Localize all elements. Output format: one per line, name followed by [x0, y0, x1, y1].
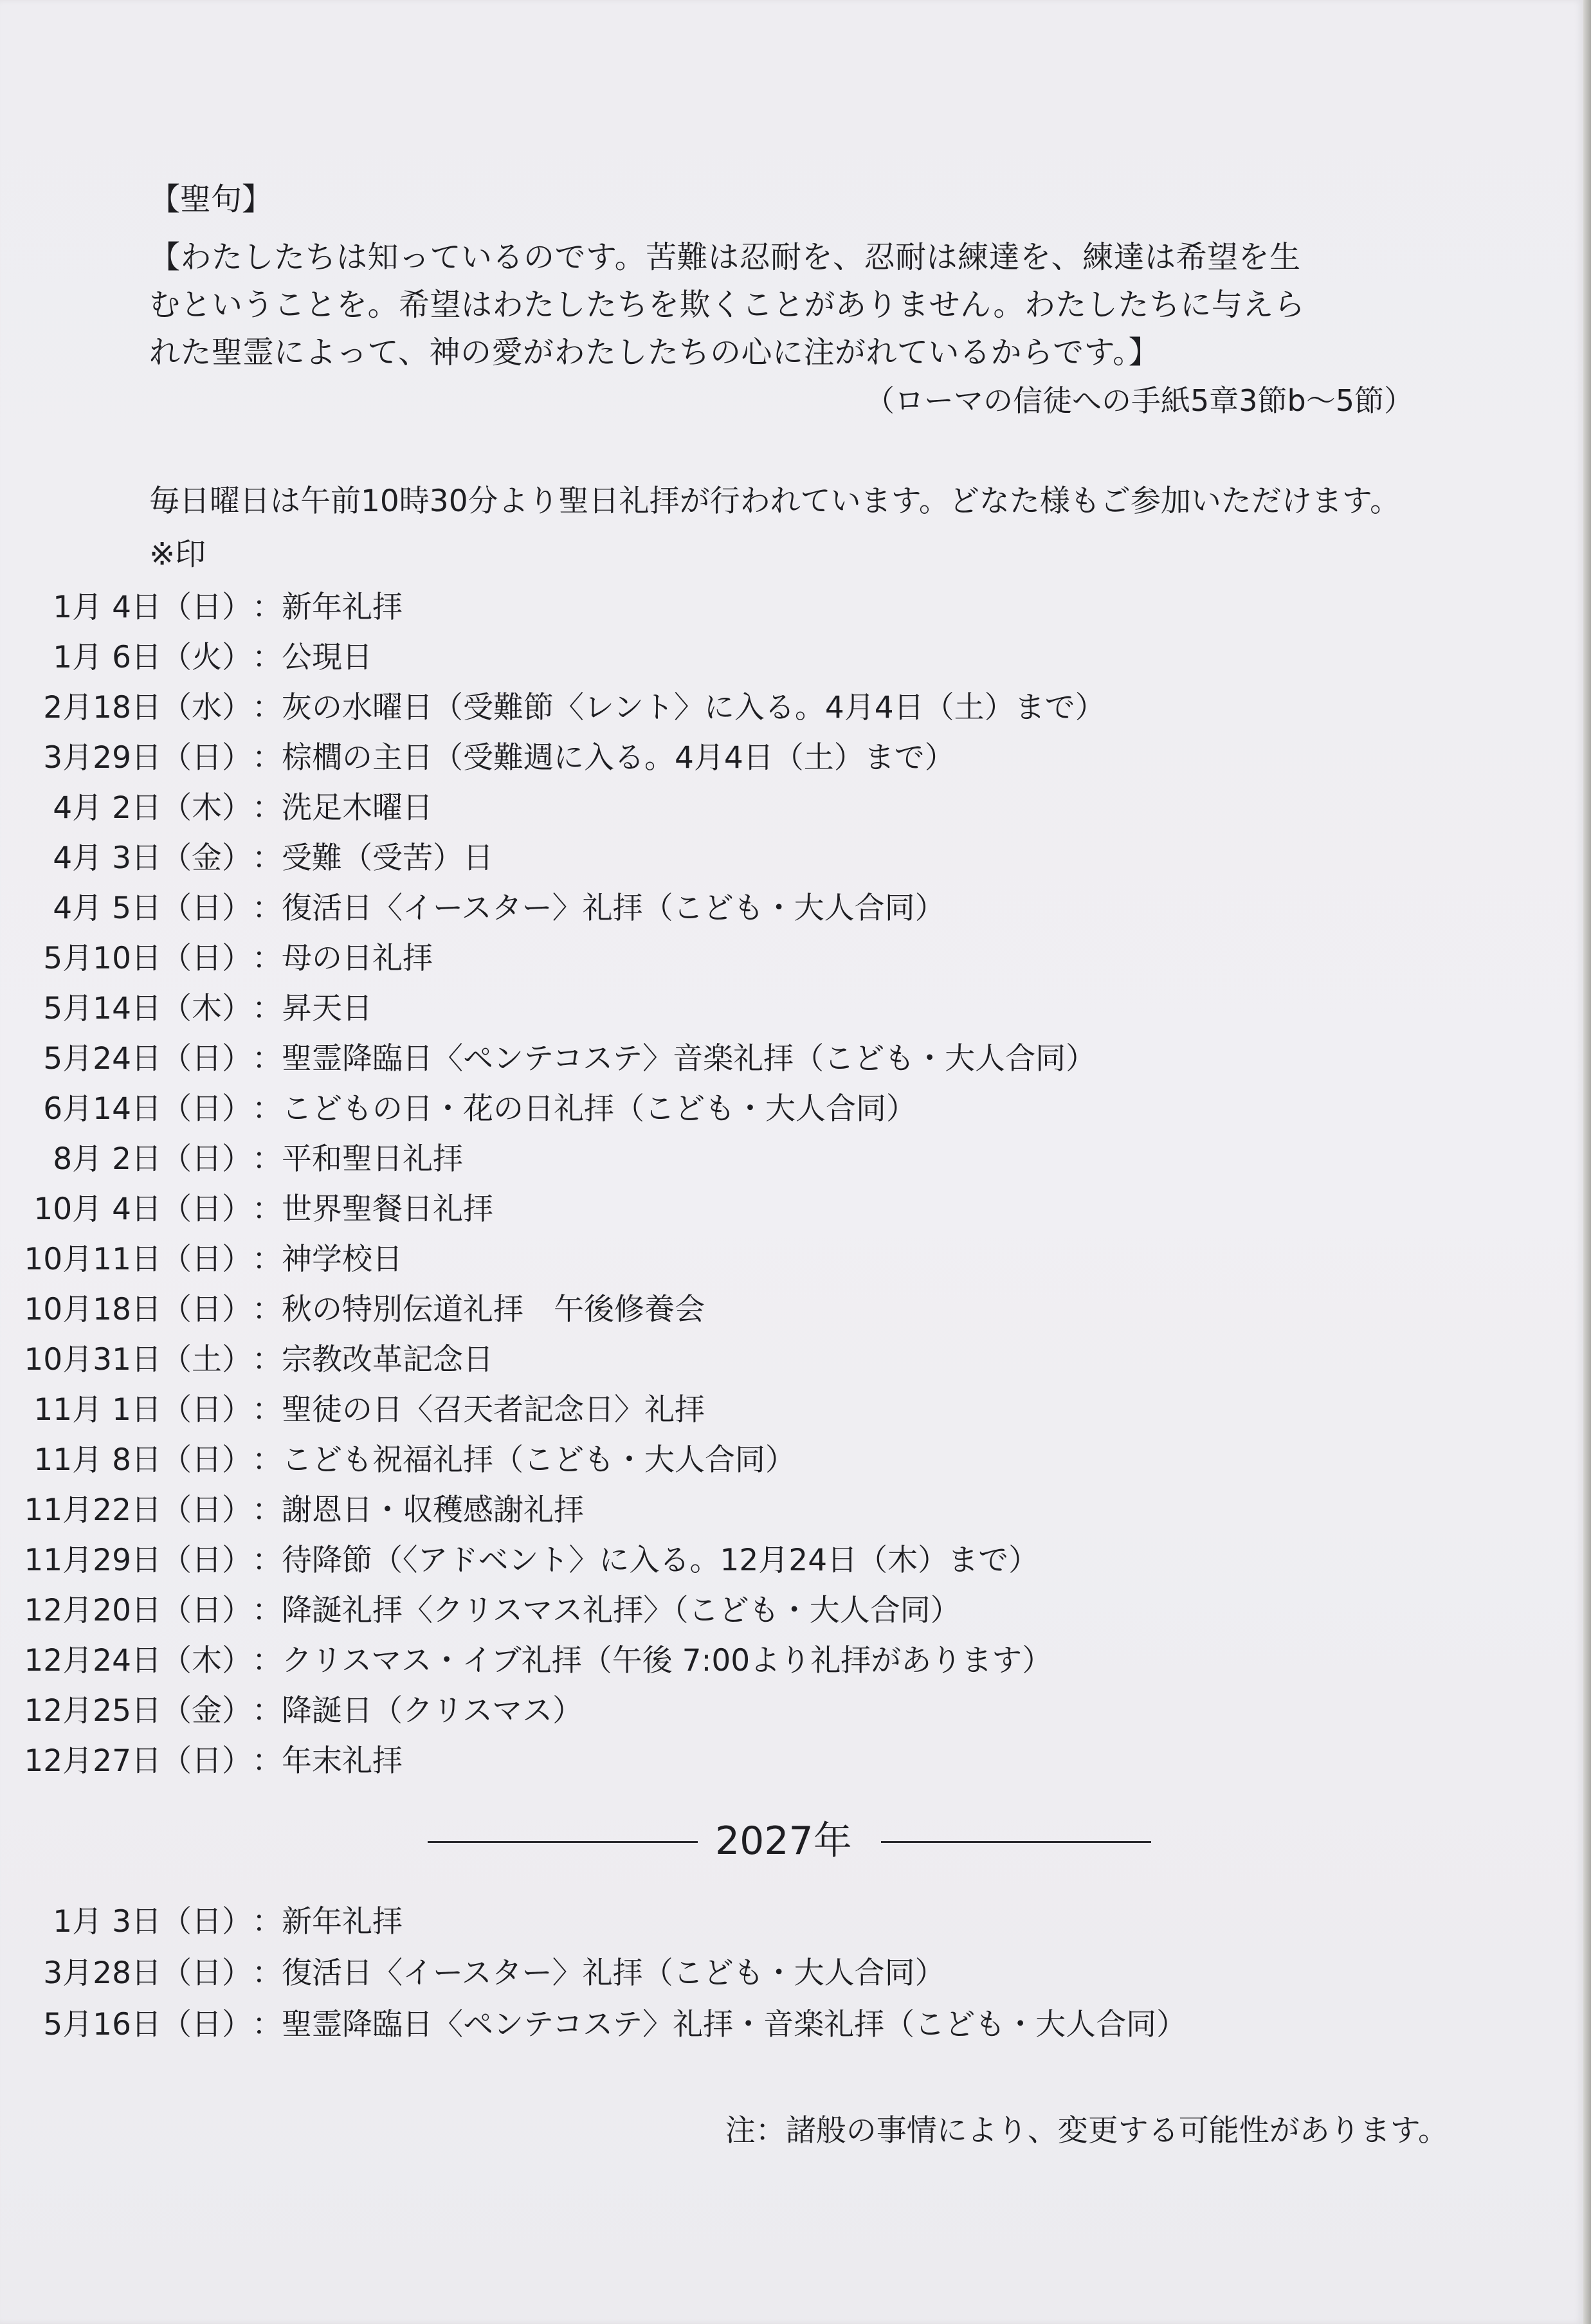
schedule-separator: ： [252, 740, 282, 776]
schedule-separator: ： [252, 1542, 282, 1578]
schedule-row [0, 1488, 584, 1527]
schedule-row [0, 1438, 796, 1476]
schedule-event: 受難（受苦）日 [282, 840, 493, 876]
schedule-date: 3月29日（日） [43, 740, 252, 776]
schedule-event: 待降節（〈アドベント〉に入る。12月24日（木）まで） [282, 1542, 1039, 1578]
schedule-event: クリスマス・イブ礼拝（午後 7:00より礼拝があります） [282, 1642, 1053, 1678]
schedule-event: こどもの日・花の日礼拝（こども・大人合同） [282, 1091, 916, 1127]
schedule-date: 5月16日（日） [43, 2006, 252, 2042]
schedule-date: 12月25日（金） [24, 1693, 252, 1729]
schedule-row [0, 1037, 1096, 1075]
schedule-row [0, 736, 955, 774]
schedule-event: 聖霊降臨日〈ペンテコステ〉音楽礼拝（こども・大人合同） [282, 1040, 1096, 1076]
schedule-date: 8月 2日（日） [53, 1141, 252, 1177]
schedule-event: 復活日〈イースター〉礼拝（こども・大人合同） [282, 890, 945, 926]
schedule-date: 1月 3日（日） [53, 1903, 252, 1939]
schedule-separator: ： [252, 1291, 282, 1327]
schedule-event: 洗足木曜日 [282, 790, 433, 826]
divider-left [428, 1841, 698, 1843]
schedule-separator: ： [252, 639, 282, 675]
schedule-date: 10月11日（日） [24, 1241, 252, 1277]
schedule-date: 12月27日（日） [24, 1743, 252, 1779]
schedule-date: 4月 5日（日） [53, 890, 252, 926]
schedule-row [0, 1639, 1052, 1677]
schedule-row [0, 1137, 463, 1176]
schedule-separator: ： [252, 990, 282, 1026]
schedule-date: 10月 4日（日） [33, 1191, 252, 1227]
schedule-row [0, 886, 945, 925]
divider-right [881, 1841, 1151, 1843]
scripture-heading: 【聖句】 [149, 181, 273, 217]
verse-reference: （ローマの信徒への手紙5章3節b～5節） [865, 383, 1414, 418]
schedule-event: こども祝福礼拝（こども・大人合同） [282, 1442, 796, 1478]
schedule-row [0, 1951, 945, 1990]
paper-edge [1583, 0, 1591, 2324]
schedule-row [0, 786, 433, 824]
schedule-separator: ： [252, 1392, 282, 1428]
schedule-row [0, 836, 493, 875]
year-heading: 2027年 [715, 1819, 852, 1864]
schedule-separator: ： [252, 1743, 282, 1779]
worship-intro: 毎日曜日は午前10時30分より聖日礼拝が行われています。どなた様もご参加いただけます。 [149, 484, 1401, 519]
schedule-event: 新年礼拝 [282, 1903, 403, 1939]
schedule-separator: ： [252, 840, 282, 876]
schedule-event: 聖徒の日〈召天者記念日〉礼拝 [282, 1392, 705, 1428]
schedule-row [0, 1388, 705, 1426]
schedule-separator: ： [252, 1693, 282, 1729]
schedule-row [0, 1900, 403, 1938]
schedule-date: 2月18日（水） [43, 689, 252, 725]
schedule-separator: ： [252, 689, 282, 725]
schedule-date: 11月 1日（日） [33, 1392, 252, 1428]
schedule-row [0, 1187, 493, 1226]
schedule-row [0, 986, 372, 1025]
schedule-event: 降誕礼拝〈クリスマス礼拝〉（こども・大人合同） [282, 1592, 961, 1628]
schedule-date: 12月20日（日） [24, 1592, 252, 1628]
schedule-event: 秋の特別伝道礼拝 午後修養会 [282, 1291, 705, 1327]
schedule-separator: ： [252, 1592, 282, 1628]
schedule-row [0, 1689, 583, 1727]
schedule-date: 5月24日（日） [43, 1040, 252, 1076]
schedule-date: 10月18日（日） [24, 1291, 252, 1327]
schedule-separator: ： [252, 1442, 282, 1478]
schedule-date: 11月29日（日） [24, 1542, 252, 1578]
schedule-row [0, 1739, 403, 1777]
schedule-separator: ： [252, 1955, 282, 1991]
schedule-row [0, 1087, 916, 1125]
verse-line-3: れた聖霊によって、神の愛がわたしたちの心に注がれているからです。】 [149, 334, 1160, 370]
schedule-row [0, 1338, 493, 1376]
schedule-row [0, 685, 1105, 724]
schedule-date: 6月14日（日） [43, 1091, 252, 1127]
schedule-event: 棕櫚の主日（受難週に入る。4月4日（土）まで） [282, 740, 955, 776]
schedule-separator: ： [252, 1091, 282, 1127]
schedule-date: 4月 2日（木） [53, 790, 252, 826]
schedule-separator: ： [252, 1492, 282, 1528]
schedule-event: 新年礼拝 [282, 589, 403, 625]
schedule-separator: ： [252, 1341, 282, 1377]
schedule-date: 5月10日（日） [43, 940, 252, 976]
schedule-row [0, 1287, 705, 1326]
schedule-separator: ： [252, 1241, 282, 1277]
schedule-date: 3月28日（日） [43, 1955, 252, 1991]
schedule-separator: ： [252, 1191, 282, 1227]
change-notice: 注：諸般の事情により、変更する可能性があります。 [725, 2113, 1448, 2148]
schedule-separator: ： [252, 1642, 282, 1678]
schedule-separator: ： [252, 1040, 282, 1076]
schedule-separator: ： [252, 940, 282, 976]
schedule-separator: ： [252, 2006, 282, 2042]
schedule-event: 神学校日 [282, 1241, 403, 1277]
schedule-event: 謝恩日・収穫感謝礼拝 [282, 1492, 584, 1528]
schedule-separator: ： [252, 1903, 282, 1939]
schedule-event: 公現日 [282, 639, 372, 675]
schedule-event: 年末礼拝 [282, 1743, 403, 1779]
schedule-date: 1月 6日（火） [53, 639, 252, 675]
schedule-event: 聖霊降臨日〈ペンテコステ〉礼拝・音楽礼拝（こども・大人合同） [282, 2006, 1187, 2042]
schedule-separator: ： [252, 1141, 282, 1177]
schedule-event: 平和聖日礼拝 [282, 1141, 463, 1177]
schedule-date: 10月31日（土） [24, 1341, 252, 1377]
schedule-separator: ： [252, 790, 282, 826]
schedule-event: 宗教改革記念日 [282, 1341, 493, 1377]
verse-line-2: むということを。希望はわたしたちを欺くことがありません。わたしたちに与えら [149, 287, 1305, 323]
mark-note: ※印 [149, 536, 206, 572]
schedule-row [0, 936, 433, 975]
schedule-date: 11月 8日（日） [33, 1442, 252, 1478]
schedule-separator: ： [252, 890, 282, 926]
verse-line-1: 【わたしたちは知っているのです。苦難は忍耐を、忍耐は練達を、練達は希望を生 [149, 239, 1301, 275]
schedule-row [0, 2002, 1186, 2041]
schedule-date: 1月 4日（日） [53, 589, 252, 625]
schedule-row [0, 1538, 1039, 1577]
schedule-separator: ： [252, 589, 282, 625]
schedule-date: 5月14日（木） [43, 990, 252, 1026]
schedule-row [0, 1588, 961, 1627]
schedule-event: 昇天日 [282, 990, 372, 1026]
schedule-event: 復活日〈イースター〉礼拝（こども・大人合同） [282, 1955, 945, 1991]
schedule-date: 4月 3日（金） [53, 840, 252, 876]
schedule-date: 12月24日（木） [24, 1642, 252, 1678]
schedule-row [0, 635, 372, 674]
schedule-event: 世界聖餐日礼拝 [282, 1191, 493, 1227]
schedule-row [0, 585, 403, 624]
schedule-date: 11月22日（日） [24, 1492, 252, 1528]
schedule-event: 降誕日（クリスマス） [282, 1693, 583, 1729]
schedule-row [0, 1237, 403, 1276]
schedule-event: 母の日礼拝 [282, 940, 433, 976]
schedule-event: 灰の水曜日（受難節〈レント〉に入る。4月4日（土）まで） [282, 689, 1105, 725]
